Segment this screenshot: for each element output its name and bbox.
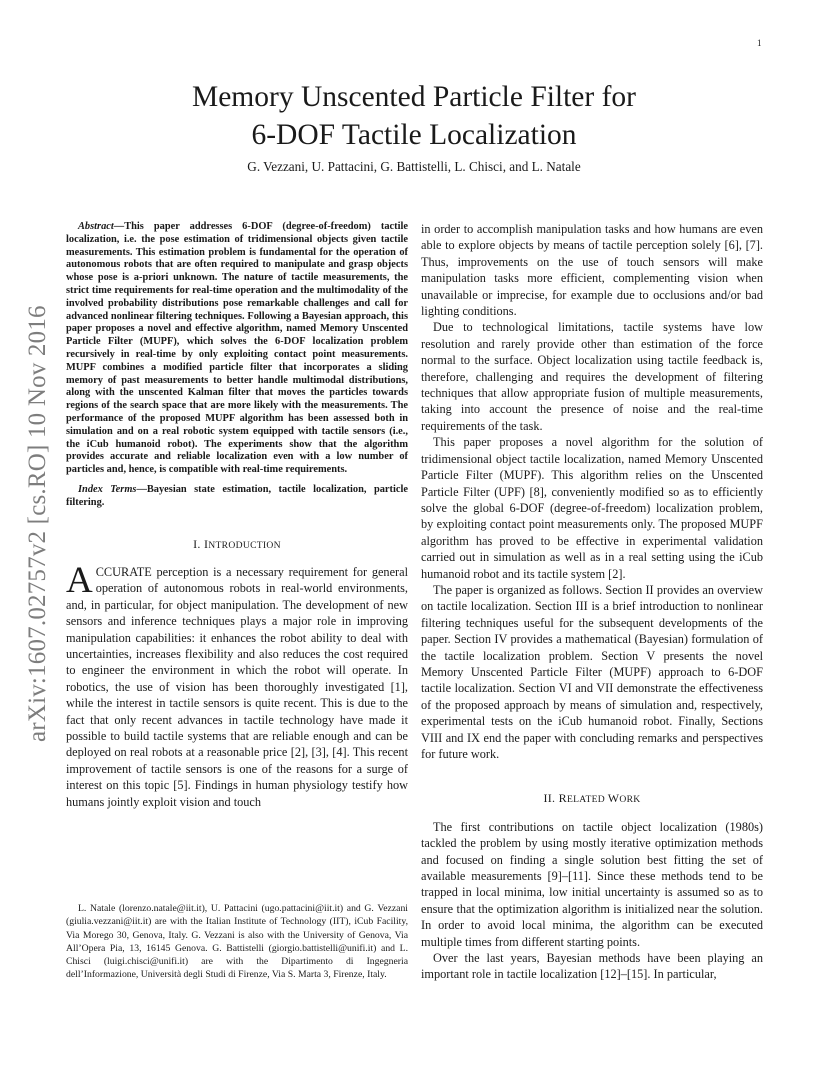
abstract [66,221,408,477]
section-heading-introduction: I. INTRODUCTION [193,536,281,551]
index-terms-label: Index Terms [78,483,137,495]
author-list: G. Vezzani, U. Pattacini, G. Battistelli, L. Chisci, and L. Natale [247,159,581,174]
paper-title [0,78,828,154]
drop-cap: A [66,559,93,601]
paragraph-related-work-2: Over the last years, Bayesian methods have been playing an important role in tactile localization [12]–[15]. In particular, [421,951,763,982]
right-column [421,221,763,983]
abstract-label: Abstract [78,221,114,232]
abstract-text: —This paper addresses 6-DOF (degree-of-freedom) tactile localization, i.e. the pose estimation of tridimensional objects given tactile measurements. This estimation problem is fundamental for the operation of autonomous robots that are often required to manipulate and grasp objects whose pose is a-priori unknown. The nature of tactile measurements, the strict time requirements for real-time operation and the multimodality of the involved probability distributions pose remarkable challenges and call for advanced nonlinear filtering techniques. Following a Bayesian approach, this paper proposes a novel and effective algorithm, named Memory Unscented Particle Filter (MUPF), which solves the 6-DOF localization problem recursively in real-time by only exploiting contact point measurements. MUPF combines a modified particle filter that incorporates a sliding memory of past measurements to better handle multimodal distributions, along with the unscented Kalman filter that moves the particles towards regions of the search space that are more likely with the measurements. The performance of the proposed MUPF algorithm has been assessed both in simulation and on a real robotic system equipped with tactile sensors (i.e., the iCub humanoid robot). The experiments show that the algorithm provides accurate and reliable localization even with a low number of particles and, hence, is compatible with real-time requirements. [66,221,408,476]
intro-paragraph-text: CCURATE perception is a necessary requirement for general operation of autonomous robots in real-world environments, and, in particular, for object manipulation. The development of new sensors and inference techniques plays a major role in improving manipulation capabilities: it enhances the robot ability to deal with uncertainties, increases flexibility and also reduces the cost required to engineer the environment in which the robot will operate. In robotics, the use of vision has been thoroughly investigated [1], while the interest in tactile sensors is quite recent. This is due to the fact that only recent advances in tactile technology have made it possible to build tactile systems that are reliable enough and can be deployed on real robots at a reasonable price [2], [3], [4]. This recent improvement of tactile sensors is one of the reasons for a surge of interest on this topic [5]. Findings in human physiology testify how humans jointly exploit vision and touch [66,564,408,809]
paragraph-related-work-1: The first contributions on tactile object localization (1980s) tackled the problem by using mostly iterative optimization methods and focused on finding a single solution best fitting the set of available measurements [9]–[11]. Since these methods tend to be trapped in local minima, low initial uncertainty is assumed so as to ensure that the optimization algorithm is initialized near the solution. In order to avoid local minima, the algorithm can be executed multiple times from different starting points. [421,819,763,949]
paragraph-organization: The paper is organized as follows. Section II provides an overview on tactile localization. Section III is a brief introduction to nonlinear filtering techniques useful for the subsequent developments of the paper. Section IV provides a mathematical (Bayesian) formulation of the tactile localization problem. Section V presents the novel Memory Unscented Particle Filter (MUPF) approach to 6-DOF tactile localization. Section VI and VII demonstrate the effectiveness of the proposed approach by means of simulation and, respectively, experimental tests on the iCub humanoid robot. Finally, Sections VIII and IX end the paper with concluding remarks and perspectives for future work. [421,582,763,761]
index-terms-text: —Bayesian state estimation, tactile localization, particle filtering. [66,483,408,508]
section-heading-related-work: II. RELATED WORK [543,791,641,806]
author-footnote: L. Natale (lorenzo.natale@iit.it), U. Pattacini (ugo.pattacini@iit.it) and G. Vezzani (giulia.vezzani@iit.it) are with the Italian Institute of Technology (IIT), iCub Facility, Via Morego 30, Genova, Italy. G. Vezzani is also with the University of Genova, Via All’Opera Pia, 13, 16145 Genova. G. Battistelli (giorgio.battistelli@unifi.it) and L. Chisci (luigi.chisci@unifi.it) are with the Dipartimento di Ingegneria dell’Informazione, Università degli Studi di Firenze, Via S. Marta 3, Firenze, Italy. [66,903,408,981]
title-line-1: Memory Unscented Particle Filter for [191,81,636,113]
left-column [66,221,408,810]
page-number: 1 [757,38,762,48]
title-line-2: 6-DOF Tactile Localization [251,119,577,151]
paragraph-proposal: This paper proposes a novel algorithm for the solution of tridimensional object tactile localization, named Memory Unscented Particle Filter (MUPF). This algorithm relies on the Unscented Particle Filter (UPF) [8], conveniently modified so as to efficiently solve the global 6-DOF (degree-of-freedom) localization problem, by exploiting contact point measurements only. The proposed MUPF algorithm has proved to be effective in experimental validation carried out in simulation as well as in a real setting using the iCub humanoid robot and its tactile system [2]. [421,435,763,581]
paragraph-continued: in order to accomplish manipulation tasks and how humans are even able to explore objects by means of tactile perception solely [6], [7]. Thus, improvements on the use of touch sensors will make manipulation tasks more efficient, complementing vision when unavailable or imprecise, for example due to occlusions and/or bad lighting conditions. [421,222,763,319]
intro-paragraph [66,559,408,810]
index-terms [66,484,408,510]
arxiv-stamp: arXiv:1607.02757v2 [cs.RO] 10 Nov 2016 [24,305,51,742]
paragraph-limitations: Due to technological limitations, tactile systems have low resolution and rarely provide other than estimation of the force normal to the surface. Object localization using tactile feedback is, therefore, challenging and requires the development of filtering techniques that allow appropriate fusion of multiple measurements, taking into account the presence of noise and the real-time requirements of the task. [421,320,763,433]
